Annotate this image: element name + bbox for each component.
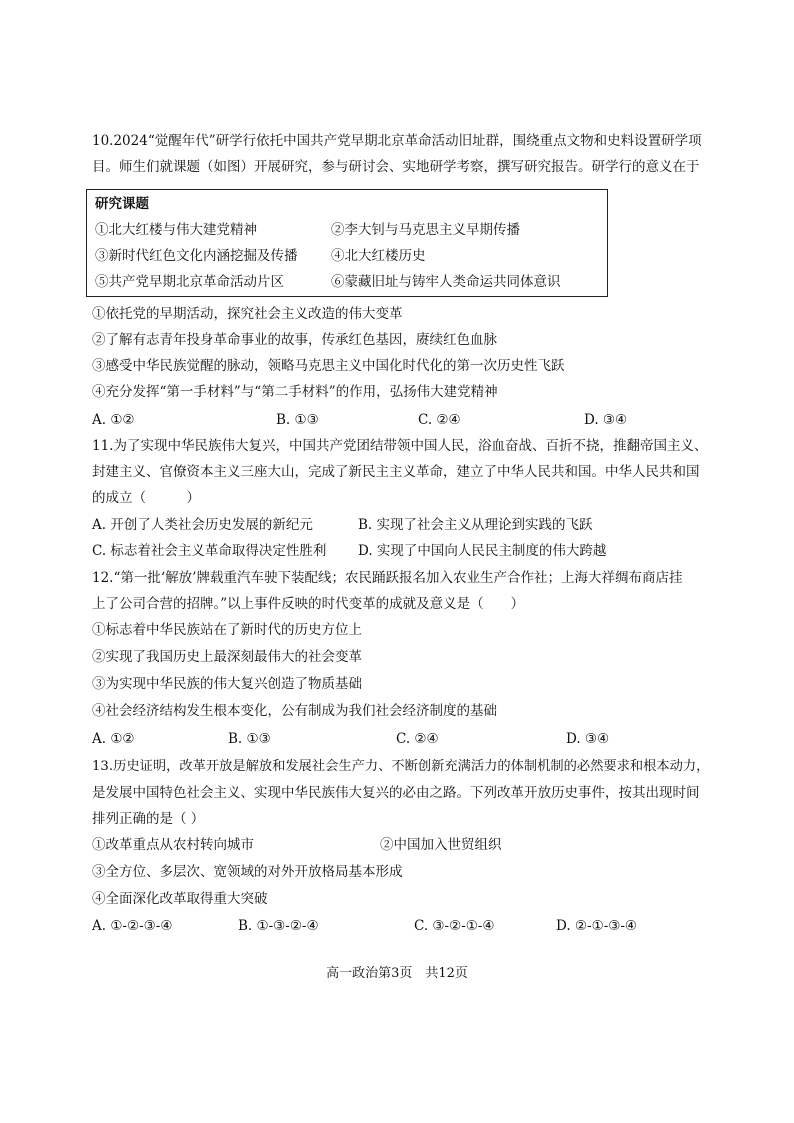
research-topics-box	[86, 189, 608, 297]
research-topic-5: ⑤共产党早期北京革命活动片区	[95, 274, 284, 290]
q12-option-b[interactable]: B. ①③	[228, 731, 271, 747]
research-topic-6: ⑥蒙藏旧址与铸牢人类命运共同体意识	[331, 274, 561, 290]
q12-statement-4: ④社会经济结构发生根本变化，公有制成为我们社会经济制度的基础	[92, 703, 497, 719]
q10-statement-4: ④充分发挥“第一手材料”与“第二手材料”的作用，弘扬伟大建党精神	[92, 384, 498, 400]
q10-option-b[interactable]: B. ①③	[276, 412, 319, 428]
q13-stem-line3: 排列正确的是（ ）	[92, 811, 205, 827]
q10-stem-line2: 目。师生们就课题（如图）开展研究，参与研讨会、实地研学考察，撰写研究报告。研学行的意义在于	[92, 159, 700, 175]
q13-event-2: ②中国加入世贸组织	[380, 837, 502, 853]
q12-statement-2: ②实现了我国历史上最深刻最伟大的社会变革	[92, 649, 362, 665]
q11-stem-line2: 封建主义、官僚资本主义三座大山，完成了新民主主义革命，建立了中华人民共和国。中华人民共和国	[92, 464, 700, 480]
research-topic-1: ①北大红楼与伟大建党精神	[95, 222, 257, 238]
research-topic-3: ③新时代红色文化内涵挖掘及传播	[95, 248, 298, 264]
research-topics-title: 研究课题	[95, 196, 149, 212]
q12-statement-1: ①标志着中华民族站在了新时代的历史方位上	[92, 622, 362, 638]
research-topic-2: ②李大钊与马克思主义早期传播	[331, 222, 520, 238]
q12-stem-line1: 12.“第一批‘解放’牌载重汽车驶下装配线；农民踊跃报名加入农业生产合作社；上海大祥绸布商店挂	[92, 570, 683, 586]
q11-option-c[interactable]: C. 标志着社会主义革命取得决定性胜利	[92, 543, 327, 559]
q12-stem-line2: 上了公司合营的招牌。”以上事件反映的时代变革的成就及意义是（ ）	[92, 596, 525, 612]
q13-option-c[interactable]: C. ③-②-①-④	[414, 918, 495, 934]
q10-option-c[interactable]: C. ②④	[418, 412, 461, 428]
q13-option-b[interactable]: B. ①-③-②-④	[238, 918, 319, 934]
q11-option-b[interactable]: B. 实现了社会主义从理论到实践的飞跃	[358, 517, 593, 533]
q13-option-a[interactable]: A. ①-②-③-④	[92, 918, 173, 934]
research-topic-4: ④北大红楼历史	[331, 248, 426, 264]
q11-stem-line3: 的成立（ ）	[92, 490, 200, 506]
q11-stem-line1: 11.为了实现中华民族伟大复兴，中国共产党团结带领中国人民，浴血奋战、百折不挠，推翻帝国主义、	[92, 438, 708, 454]
q11-option-a[interactable]: A. 开创了人类社会历史发展的新纪元	[92, 517, 313, 533]
q12-statement-3: ③为实现中华民族的伟大复兴创造了物质基础	[92, 676, 362, 692]
q13-option-d[interactable]: D. ②-①-③-④	[556, 918, 638, 934]
q13-event-3: ③全方位、多层次、宽领域的对外开放格局基本形成	[92, 864, 403, 880]
q10-stem-line1: 10.2024“觉醒年代”研学行依托中国共产党早期北京革命活动旧址群，围绕重点文物和史料设置研学项	[92, 133, 702, 149]
q10-option-a[interactable]: A. ①②	[92, 412, 135, 428]
q11-option-d[interactable]: D. 实现了中国向人民民主制度的伟大跨越	[358, 543, 607, 559]
q13-event-1: ①改革重点从农村转向城市	[92, 837, 254, 853]
page-footer: 高一政治第3页 共12页	[326, 966, 468, 981]
q10-option-d[interactable]: D. ③④	[584, 412, 628, 428]
q12-option-d[interactable]: D. ③④	[566, 731, 610, 747]
q13-event-4: ④全面深化改革取得重大突破	[92, 891, 268, 907]
q12-option-c[interactable]: C. ②④	[396, 731, 439, 747]
q12-option-a[interactable]: A. ①②	[92, 731, 135, 747]
q13-stem-line2: 是发展中国特色社会主义、实现中华民族伟大复兴的必由之路。下列改革开放历史事件，按其出现时间	[92, 785, 700, 801]
q13-stem-line1: 13.历史证明，改革开放是解放和发展社会生产力、不断创新充满活力的体制机制的必然要求和根本动力，	[92, 759, 710, 774]
q10-statement-3: ③感受中华民族觉醒的脉动，领略马克思主义中国化时代化的第一次历史性飞跃	[92, 358, 565, 374]
q10-statement-1: ①依托党的早期活动，探究社会主义改造的伟大变革	[92, 306, 403, 322]
q10-statement-2: ②了解有志青年投身革命事业的故事，传承红色基因，赓续红色血脉	[92, 332, 497, 348]
